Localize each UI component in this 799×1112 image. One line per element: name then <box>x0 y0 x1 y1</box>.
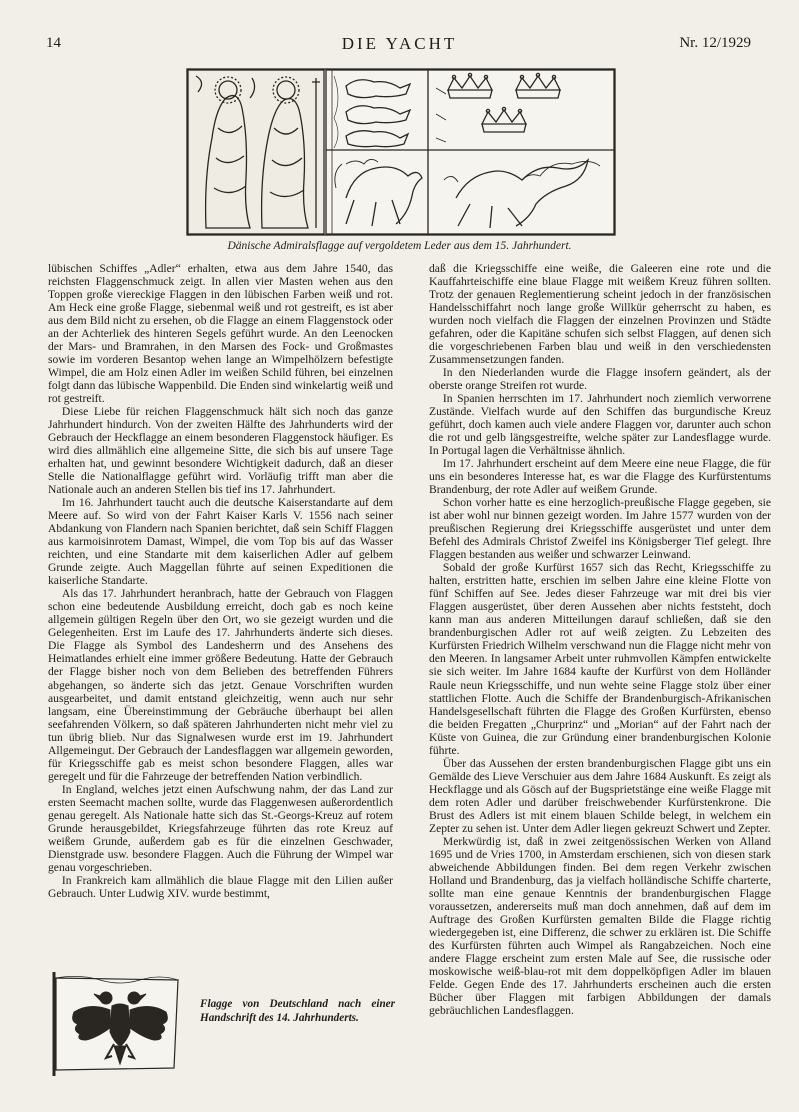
right-column <box>429 262 771 1017</box>
left-column <box>48 262 393 900</box>
left-paragraph: Im 16. Jahrhundert taucht auch die deutsche Kaiserstandarte auf dem Meere auf. So wird von der Fahrt Kaiser Karls V. 1556 nach seiner Abdankung von Flandern nach Spanien berichtet, daß sein Schiff Flaggen aus karmoisinrotem Damast, Wimpel, die vom Top bis auf das Wasser reichten, und eine Standarte mit dem kaiserlichen Adler auf gelbem Grunde zeigte. Auch Maggellan führte auf seinen Expeditionen die kaiserliche Standarte. <box>48 496 393 588</box>
right-paragraph: In den Niederlanden wurde die Flagge insofern geändert, als der oberste orange Streifen rot wurde. <box>429 366 771 393</box>
top-figure-caption: Dänische Admiralsflagge auf vergoldetem Leder aus dem 15. Jahrhundert. <box>227 240 572 252</box>
right-paragraph: In Spanien herrschten im 17. Jahrhundert noch ziemlich verworrene Zustände. Vielfach wurde auf den Schiffen das burgundische Kreuz geführt, doch kamen auch viele andere Flaggen vor, darunter auch schon die rot und gelb längsgestreifte, welche später zur Landesflagge wurde. In Portugal lagen die Verhältnisse ähnlich. <box>429 392 771 458</box>
right-paragraph: Sobald der große Kurfürst 1657 sich das Recht, Kriegsschiffe zu halten, erstritten hatte, erschien im selben Jahre eine kleine Flotte von fünf Schiffen auf See. Jedes dieser Fahrzeuge war mit drei bis vier Flaggen ausgerüstet, über deren Aussehen aber nichts feststeht, doch kann man aus anderen Mitteilungen darauf schließen, daß sie den brandenburgischen Adler rot auf weiß zeigten. Zu Lebzeiten des Kurfürsten Friedrich Wilhelm verschwand nun die Flagge nicht mehr von den Meeren. In langsamer Arbeit unter ruhmvollen Kämpfen entwickelte sie sich weiter. Im Jahre 1684 kaufte der Kurfürst von dem Holländer Raule neun Kriegsschiffe, und nun wehte seine Flagge stolz über einer stattlichen Flotte. Auch die Schiffe der Brandenburgisch-Afrikanischen Handelsgesellschaft führten die Flagge des Großen Kurfürsten, ebenso die beiden Fregatten „Churprinz“ und „Morian“ auf der Fahrt nach der Küste von Guinea, die zur Gründung einer brandenburgischen Kolonie führte. <box>429 561 771 757</box>
right-paragraph: Merkwürdig ist, daß in zwei zeitgenössischen Werken von Alland 1695 und de Vries 1700, in Amsterdam erschienen, sich von diesen stark abweichende Abbildungen finden. Bei dem regen Verkehr zwischen Holland und Brandenburg, das ja vielfach holländische Schiffe charterte, sollte man eine genaue Kenntnis der brandenburgischen Flagge voraussetzen, andererseits muß man doch annehmen, daß auf dem im Auftrage des Großen Kurfürsten gemalten Bilde die Flagge richtig wiedergegeben ist, eine Differenz, die schwer zu erklären ist. Die Schiffe des Kurfürsten führten auch Wimpel als Rangabzeichen. Noch eine andere Flagge erscheint zum ersten Male auf See, die russische oder moskowische weiß-blau-rot mit dem doppelköpfigen Adler im blauen Felde. Gegen Ende des 17. Jahrhunderts erscheinen auch die ersten Bücher über Flaggen mit farbigen Abbildungen der damals gebräuchlichen Landesflaggen. <box>429 834 771 1017</box>
saints-icon <box>188 70 324 234</box>
right-paragraph: Schon vorher hatte es eine herzoglich-preußische Flagge gegeben, sie ist aber wohl nur binnen gezeigt worden. Im Jahre 1577 wurden von der preußischen Regierung drei Kriegsschiffe ausgerüstet und unter dem Befehl des Admirals Christof Zweifel ins Königsberger Tief gelegt. Ihre Flaggen bestanden aus weißer und schwarzer Leinwand. <box>429 496 771 562</box>
left-paragraph: Diese Liebe für reichen Flaggenschmuck hält sich noch das ganze Jahrhundert hindurch. Von der zweiten Hälfte des Jahrhunderts wird der Gebrauch der Heckflagge an einem besonderen Flaggenstock häufiger. Es wird dies allmählich eine allgemeine Sitte, die sich bis auf unsere Tage erhalten hat, und gewinnt besondere Wichtigkeit dadurch, daß an dieser Stelle die Nationalflagge geführt wird. Vorläufig trifft man aber die Nationale auch an anderen Stellen bis tief ins 17. Jahrhundert. <box>48 405 393 497</box>
page-number: 14 <box>46 35 61 51</box>
flag-figure-caption: Flagge von Deutschland nach einer Handschrift des 14. Jahrhunderts. <box>200 998 395 1024</box>
left-paragraph: lübischen Schiffes „Adler“ erhalten, etwa aus dem Jahre 1540, das reichsten Flaggenschmuck zeigt. In allen vier Masten wehen aus den Toppen große viereckige Flaggen in den lübischen Farben weiß und rot. Am Heck eine große Flagge, siebenmal weiß und rot gestreift, es ist aber aus dem Bild nicht zu ersehen, ob die Flagge an einem Flaggenstock oder an der Achterliek des hinteren Segels geführt wurde. An den Leenocken der Mars- und Bramrahen, in den Marsen des Fock- und Großmastes sowie im vorderen Besantop wehen lange an Wimpelhölzern befestigte Wimpel, die am Holz einen Adler im weißen Schild führen, bei einzelnen folgt dann das lübische Wappenbild. Die Enden sind winkelartig weiß und rot gestreift. <box>48 262 393 406</box>
danish-admiral-flag-figure <box>186 68 616 236</box>
left-paragraph: In Frankreich kam allmählich die blaue Flagge mit den Lilien außer Gebrauch. Unter Ludwig XIV. wurde bestimmt, <box>48 873 393 900</box>
right-paragraph: Im 17. Jahrhundert erscheint auf dem Meere eine neue Flagge, die für uns ein besonderes Interesse hat, es war die Flagge des Kurfürstentums Brandenburg, der rote Adler auf weißem Grunde. <box>429 457 771 497</box>
left-paragraph: In England, welches jetzt einen Aufschwung nahm, der das Land zur ersten Seemacht machen sollte, wurde das Flaggenwesen außerordentlich genau geregelt. Als Nationale hatte sich das St.-Georgs-Kreuz auf rotem Grunde herausgebildet, Kriegsfahrzeuge führten das rote Kreuz auf weißem Grunde, außerdem gab es für die einzelnen Geschwader, Dienstgrade usw. besondere Flaggen. Auch die Führung der Wimpel war genau vorgeschrieben. <box>48 782 393 874</box>
journal-title: DIE YACHT <box>341 34 458 53</box>
double-headed-eagle-flag-icon <box>50 972 182 1076</box>
right-paragraph: daß die Kriegsschiffe eine weiße, die Galeeren eine rote und die Kauffahrteischiffe eine blaue Flagge mit weißem Kreuz führen sollten. Trotz der genauen Reglementierung scheint jedoch in der französischen Handelsschiffahrt noch lange große Willkür geherrscht zu haben, es wurden noch vielfach die Flaggen der einzelnen Provinzen und Städte gefahren, oder die Kapitäne schufen sich selbst Flaggen, auf denen sich die vorgeschriebenen Farben blau und weiß in den verschiedensten Zusammensetzungen fanden. <box>429 262 771 367</box>
left-paragraph: Als das 17. Jahrhundert heranbrach, hatte der Gebrauch von Flaggen schon eine bedeutende Ausbildung erreicht, doch gab es noch keine allgemein gültigen Regeln über den Ort, wo sie gezeigt wurden und die Gelegenheiten. Erst im Laufe des 17. Jahrhunderts änderte sich dieses. Die Flagge als Symbol des Landesherrn und des Ansehens des Heimatlandes erhielt eine immer größere Bedeutung. Hatte der Gebrauch der Flagge bisher noch von dem Belieben des betreffenden Führers abgehangen, so änderte sich das jetzt. Genaue Vorschriften wurden ausgearbeitet, und damit entstand gleichzeitig, wenn auch nur sehr langsam, eine Übereinstimmung der Gebräuche überhaupt bei allen seefahrenden Völkern, so daß späteren Jahrhunderten nicht mehr viel zu tun übrig blieb. Nur das Signalwesen wurde erst im 19. Jahrhundert Allgemeingut. Der Gebrauch der Landesflaggen war allgemein geworden, für Kriegsschiffe gab es meist schon besondere Flaggen, alles war geregelt und für die Fahrzeuge der betreffenden Nation verbindlich. <box>48 587 393 783</box>
right-paragraph: Über das Aussehen der ersten brandenburgischen Flagge gibt uns ein Gemälde des Lieve Verschuier aus dem Jahre 1684 Auskunft. Es zeigt als Heckflagge und als Gösch auf der Bugsprietstänge eine weiße Flagge mit dem roten Adler und darüber freischwebender Kurfürstenkrone. Die Brust des Adlers ist mit einem blauen Schilde belegt, in welchem ein Zepter zu sehen ist. Unter dem Adler liegen gekreuzt Schwert und Zepter. <box>429 756 771 835</box>
issue-number: Nr. 12/1929 <box>679 35 751 51</box>
